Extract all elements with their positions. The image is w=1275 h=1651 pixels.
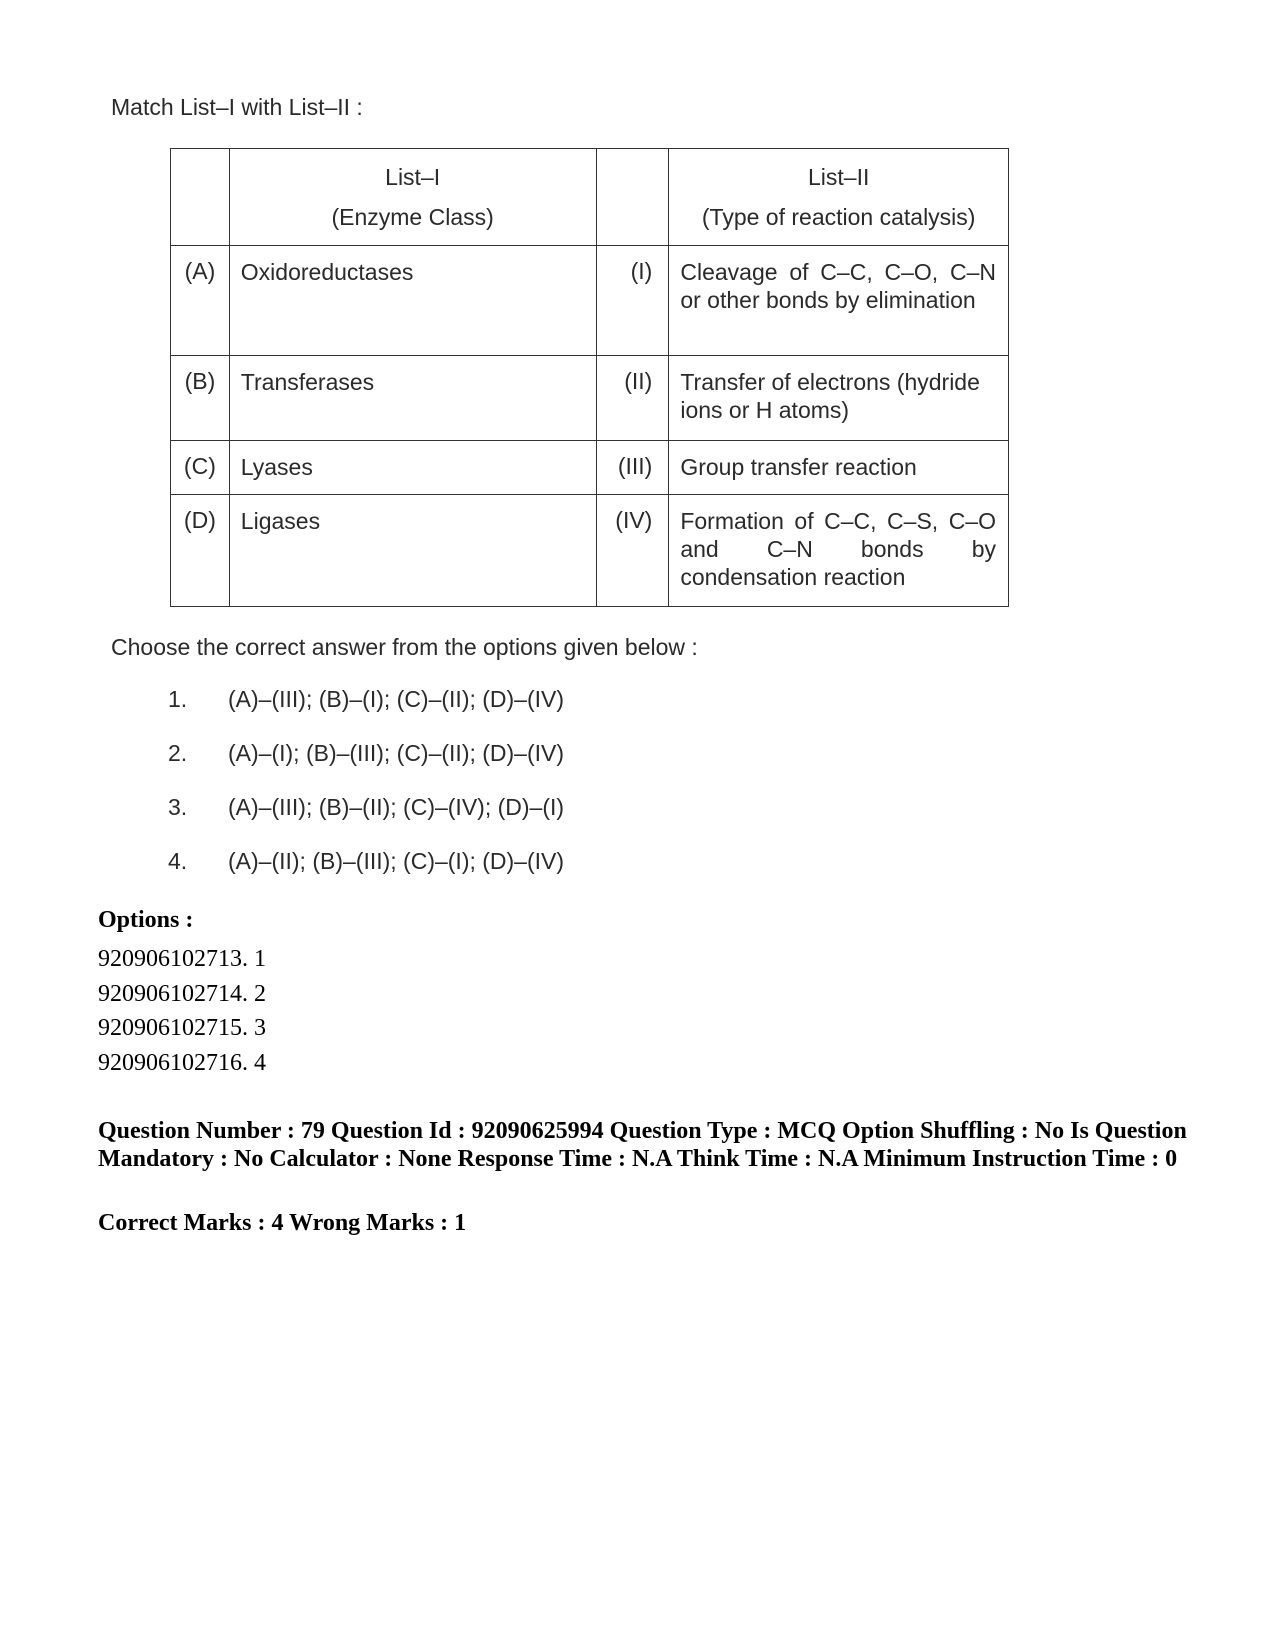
row-label-c: (C) (171, 441, 230, 495)
answer-text: (A)–(II); (B)–(III); (C)–(I); (D)–(IV) (228, 848, 565, 874)
choose-instruction: Choose the correct answer from the options given below : (111, 634, 698, 660)
list1-item: Ligases (229, 495, 596, 607)
answer-number: 4. (168, 848, 188, 874)
answer-text: (A)–(III); (B)–(II); (C)–(IV); (D)–(I) (228, 794, 565, 820)
row-label-iv: (IV) (596, 495, 669, 607)
answer-item (168, 686, 564, 740)
list2-item: Cleavage of C–C, C–O, C–N or other bonds by elimination (669, 246, 1009, 356)
list2-item: Group transfer reaction (669, 441, 1009, 495)
option-item: 920906102715. 3 (98, 1015, 266, 1041)
options-list (98, 942, 266, 1080)
answer-number: 2. (168, 740, 188, 766)
list2-title: List–II (807, 164, 870, 190)
header-blank-cell (596, 149, 669, 246)
row-label-d: (D) (171, 495, 230, 607)
option-item: 920906102714. 2 (98, 980, 266, 1007)
options-title: Options : (98, 907, 194, 933)
option-item: 920906102713. 1 (98, 946, 266, 972)
table-row (171, 441, 1009, 495)
answer-number: 1. (168, 686, 188, 712)
answer-item (168, 848, 564, 902)
match-table (170, 148, 1009, 607)
answer-text: (A)–(III); (B)–(I); (C)–(II); (D)–(IV) (228, 686, 565, 712)
list1-title: List–I (385, 164, 441, 190)
row-label-b: (B) (171, 356, 230, 441)
table-row (171, 495, 1009, 607)
row-label-ii: (II) (596, 356, 669, 441)
row-label-i: (I) (596, 246, 669, 356)
option-item: 920906102716. 4 (98, 1049, 266, 1076)
table-row (171, 246, 1009, 356)
list1-header (229, 149, 596, 246)
list2-item: Formation of C–C, C–S, C–O and C–N bonds by condensation reaction (669, 495, 1009, 607)
answer-number: 3. (168, 794, 188, 820)
answer-item (168, 794, 564, 848)
answer-list (168, 686, 564, 902)
list1-item: Oxidoreductases (229, 246, 596, 356)
list1-item: Lyases (229, 441, 596, 495)
row-label-a: (A) (171, 246, 230, 356)
table-header-row (171, 149, 1009, 246)
answer-text: (A)–(I); (B)–(III); (C)–(II); (D)–(IV) (228, 740, 565, 766)
list2-item: Transfer of electrons (hydride ions or H atoms) (669, 356, 1009, 441)
table-row (171, 356, 1009, 441)
list1-item: Transferases (229, 356, 596, 441)
question-intro: Match List–I with List–II : (111, 94, 363, 120)
list2-header (669, 149, 1009, 246)
header-blank-cell (171, 149, 230, 246)
question-marks: Correct Marks : 4 Wrong Marks : 1 (98, 1210, 467, 1236)
list2-subtitle: (Type of reaction catalysis) (701, 204, 976, 230)
question-meta: Question Number : 79 Question Id : 92090625994 Question Type : MCQ Option Shuffling : No Is Question Mandatory : No Calculator : None Response Time : N.A Think Time : N.A Minimum Instruction Time : 0 (98, 1118, 1187, 1172)
list1-subtitle: (Enzyme Class) (331, 204, 494, 230)
answer-item (168, 740, 564, 794)
row-label-iii: (III) (596, 441, 669, 495)
